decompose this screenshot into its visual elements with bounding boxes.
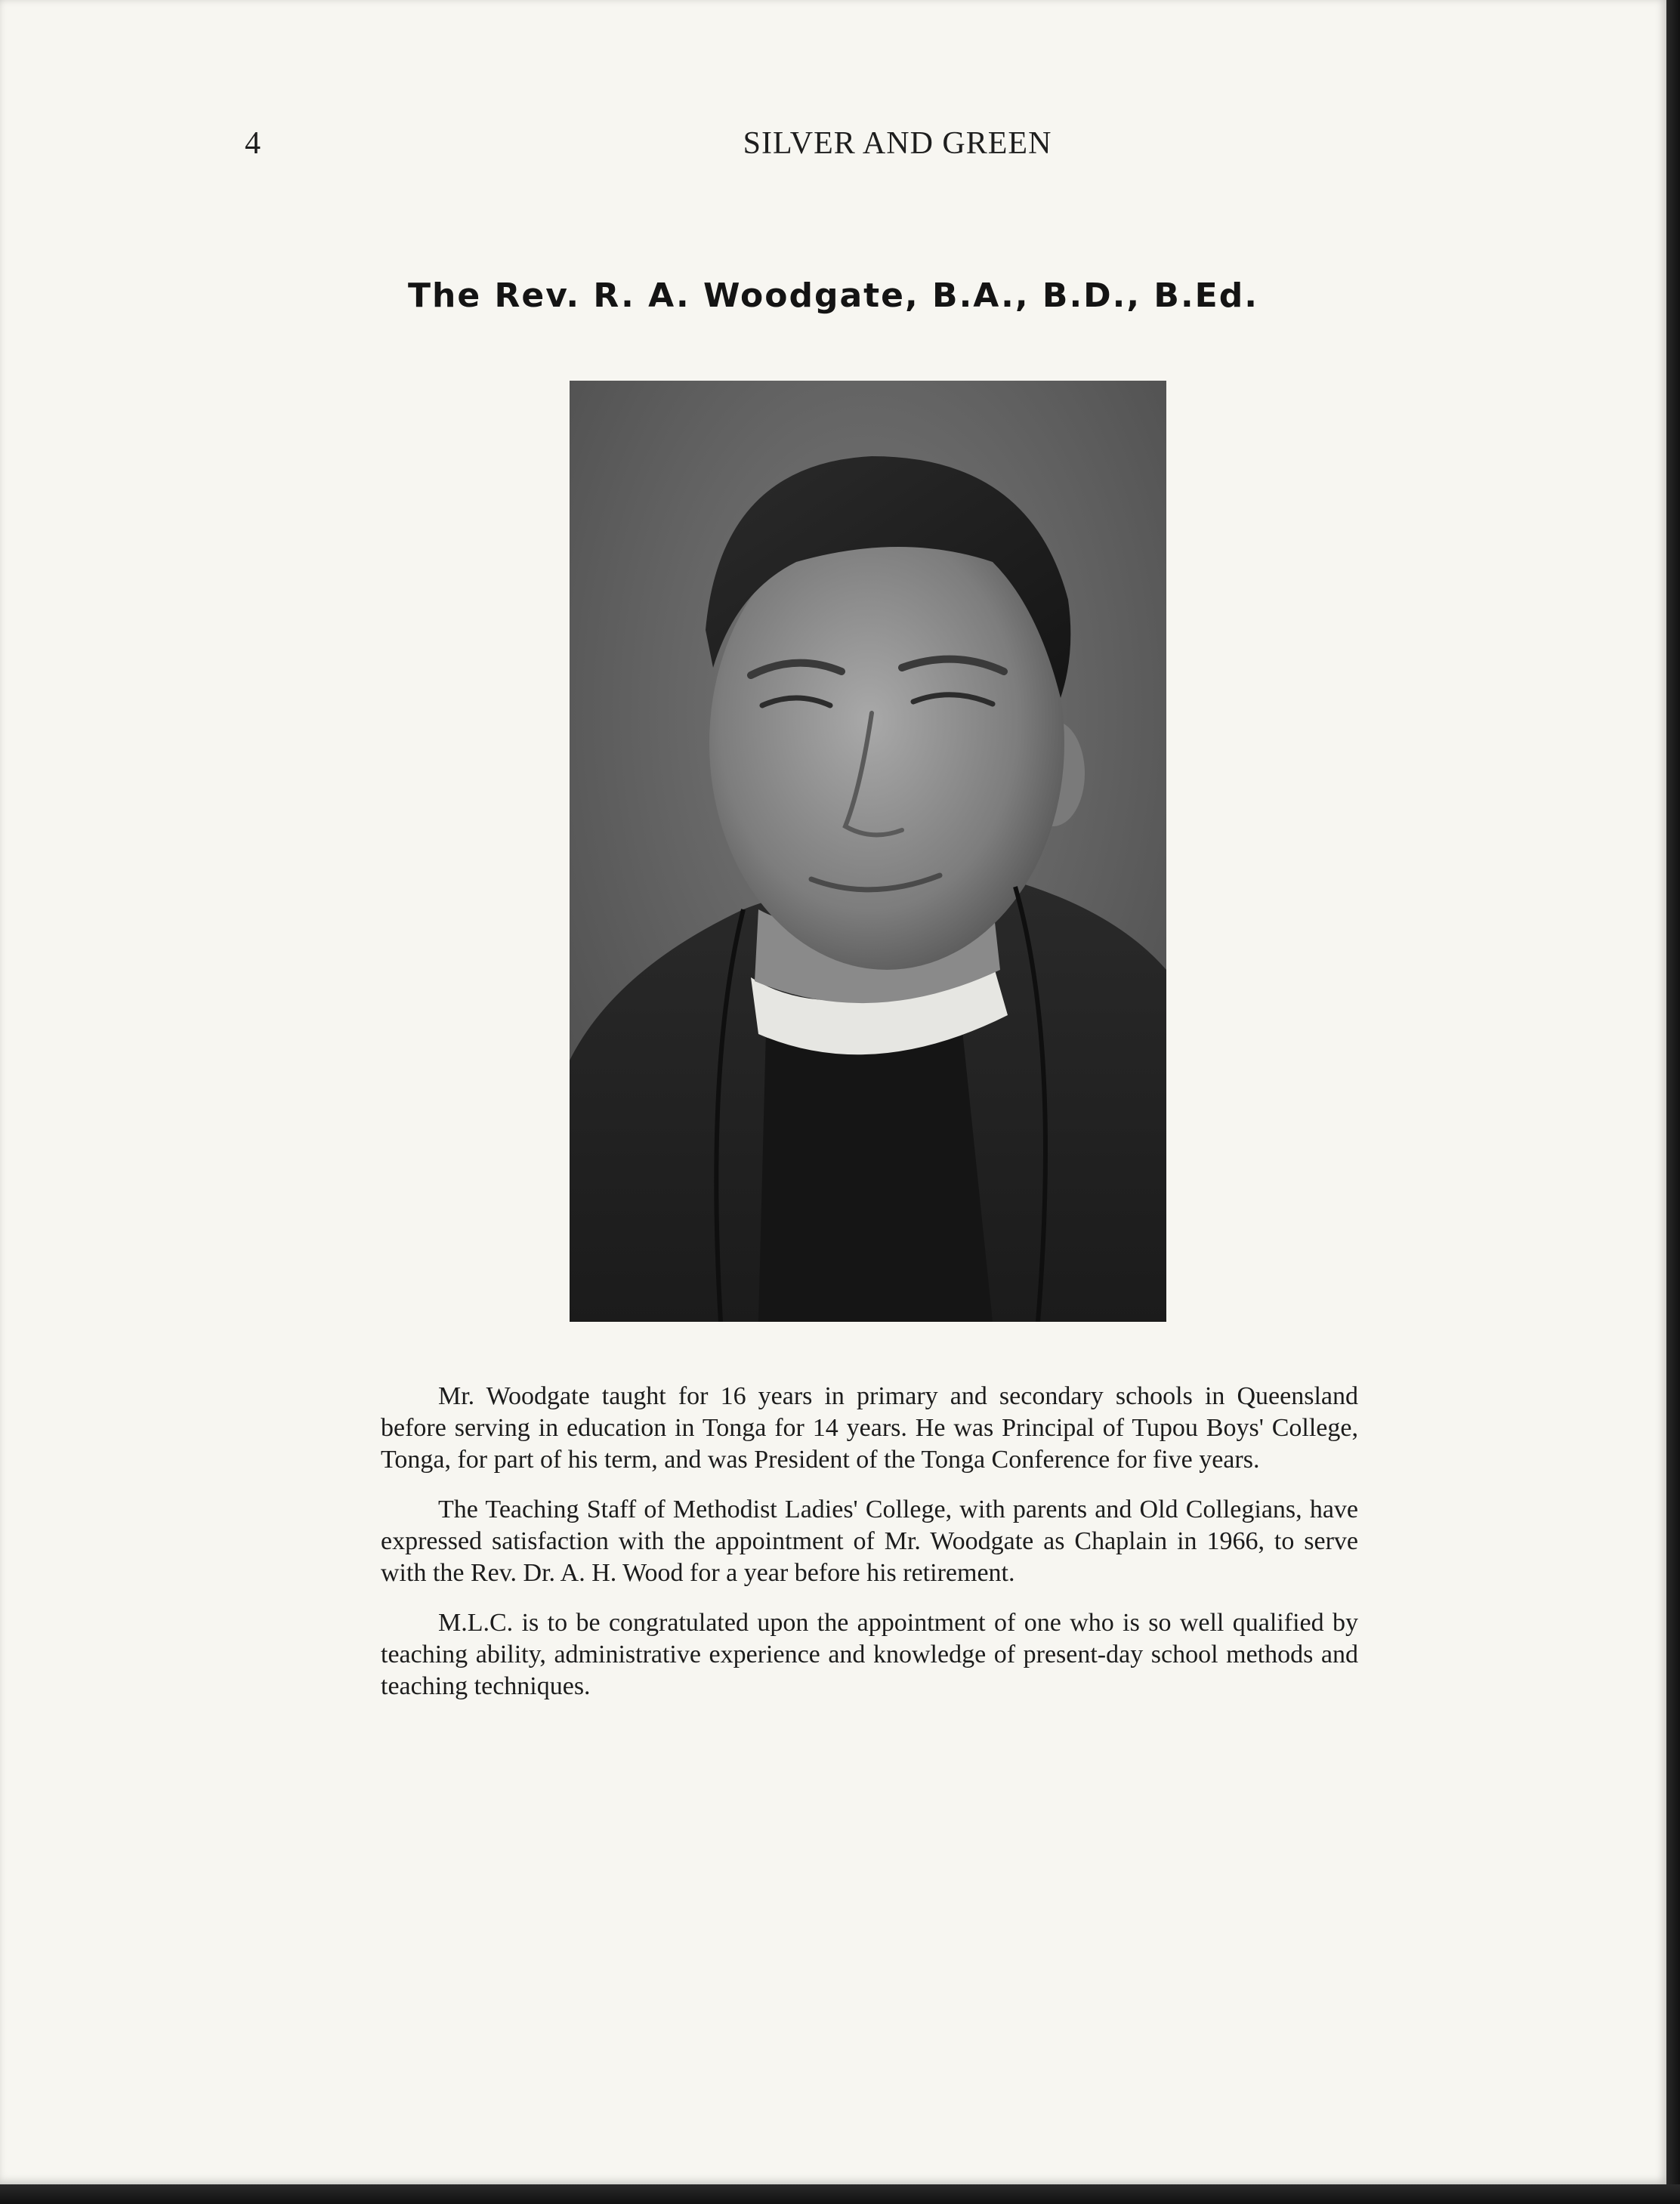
- running-head: [0, 125, 1666, 162]
- article-paragraph-3: M.L.C. is to be congratulated upon the appointment of one who is so well qualified by teaching ability, administrative experience and knowledge of present-day school methods and teaching techniques.: [381, 1609, 1358, 1700]
- running-head-title: SILVER AND GREEN: [743, 126, 1052, 161]
- page-number: 4: [245, 126, 261, 161]
- article-paragraph-1: Mr. Woodgate taught for 16 years in primary and secondary schools in Queensland before serving in education in Tonga for 14 years. He was Principal of Tupou Boys' College, Tonga, for part of his term, and was President of the Tonga Conference for five years.: [381, 1382, 1358, 1474]
- article-body: [381, 1381, 1358, 1721]
- portrait-title: The Rev. R. A. Woodgate, B.A., B.D., B.Ed.: [408, 276, 1258, 315]
- portrait-photo: [570, 381, 1166, 1322]
- scan-edge-bottom: [0, 2184, 1680, 2204]
- scan-edge-right: [1666, 0, 1680, 2204]
- article-paragraph-2: The Teaching Staff of Methodist Ladies' College, with parents and Old Collegians, have expressed satisfaction with the appointment of Mr. Woodgate as Chaplain in 1966, to serve with the Rev. Dr. A. H. Wood for a year before his retirement.: [381, 1496, 1358, 1587]
